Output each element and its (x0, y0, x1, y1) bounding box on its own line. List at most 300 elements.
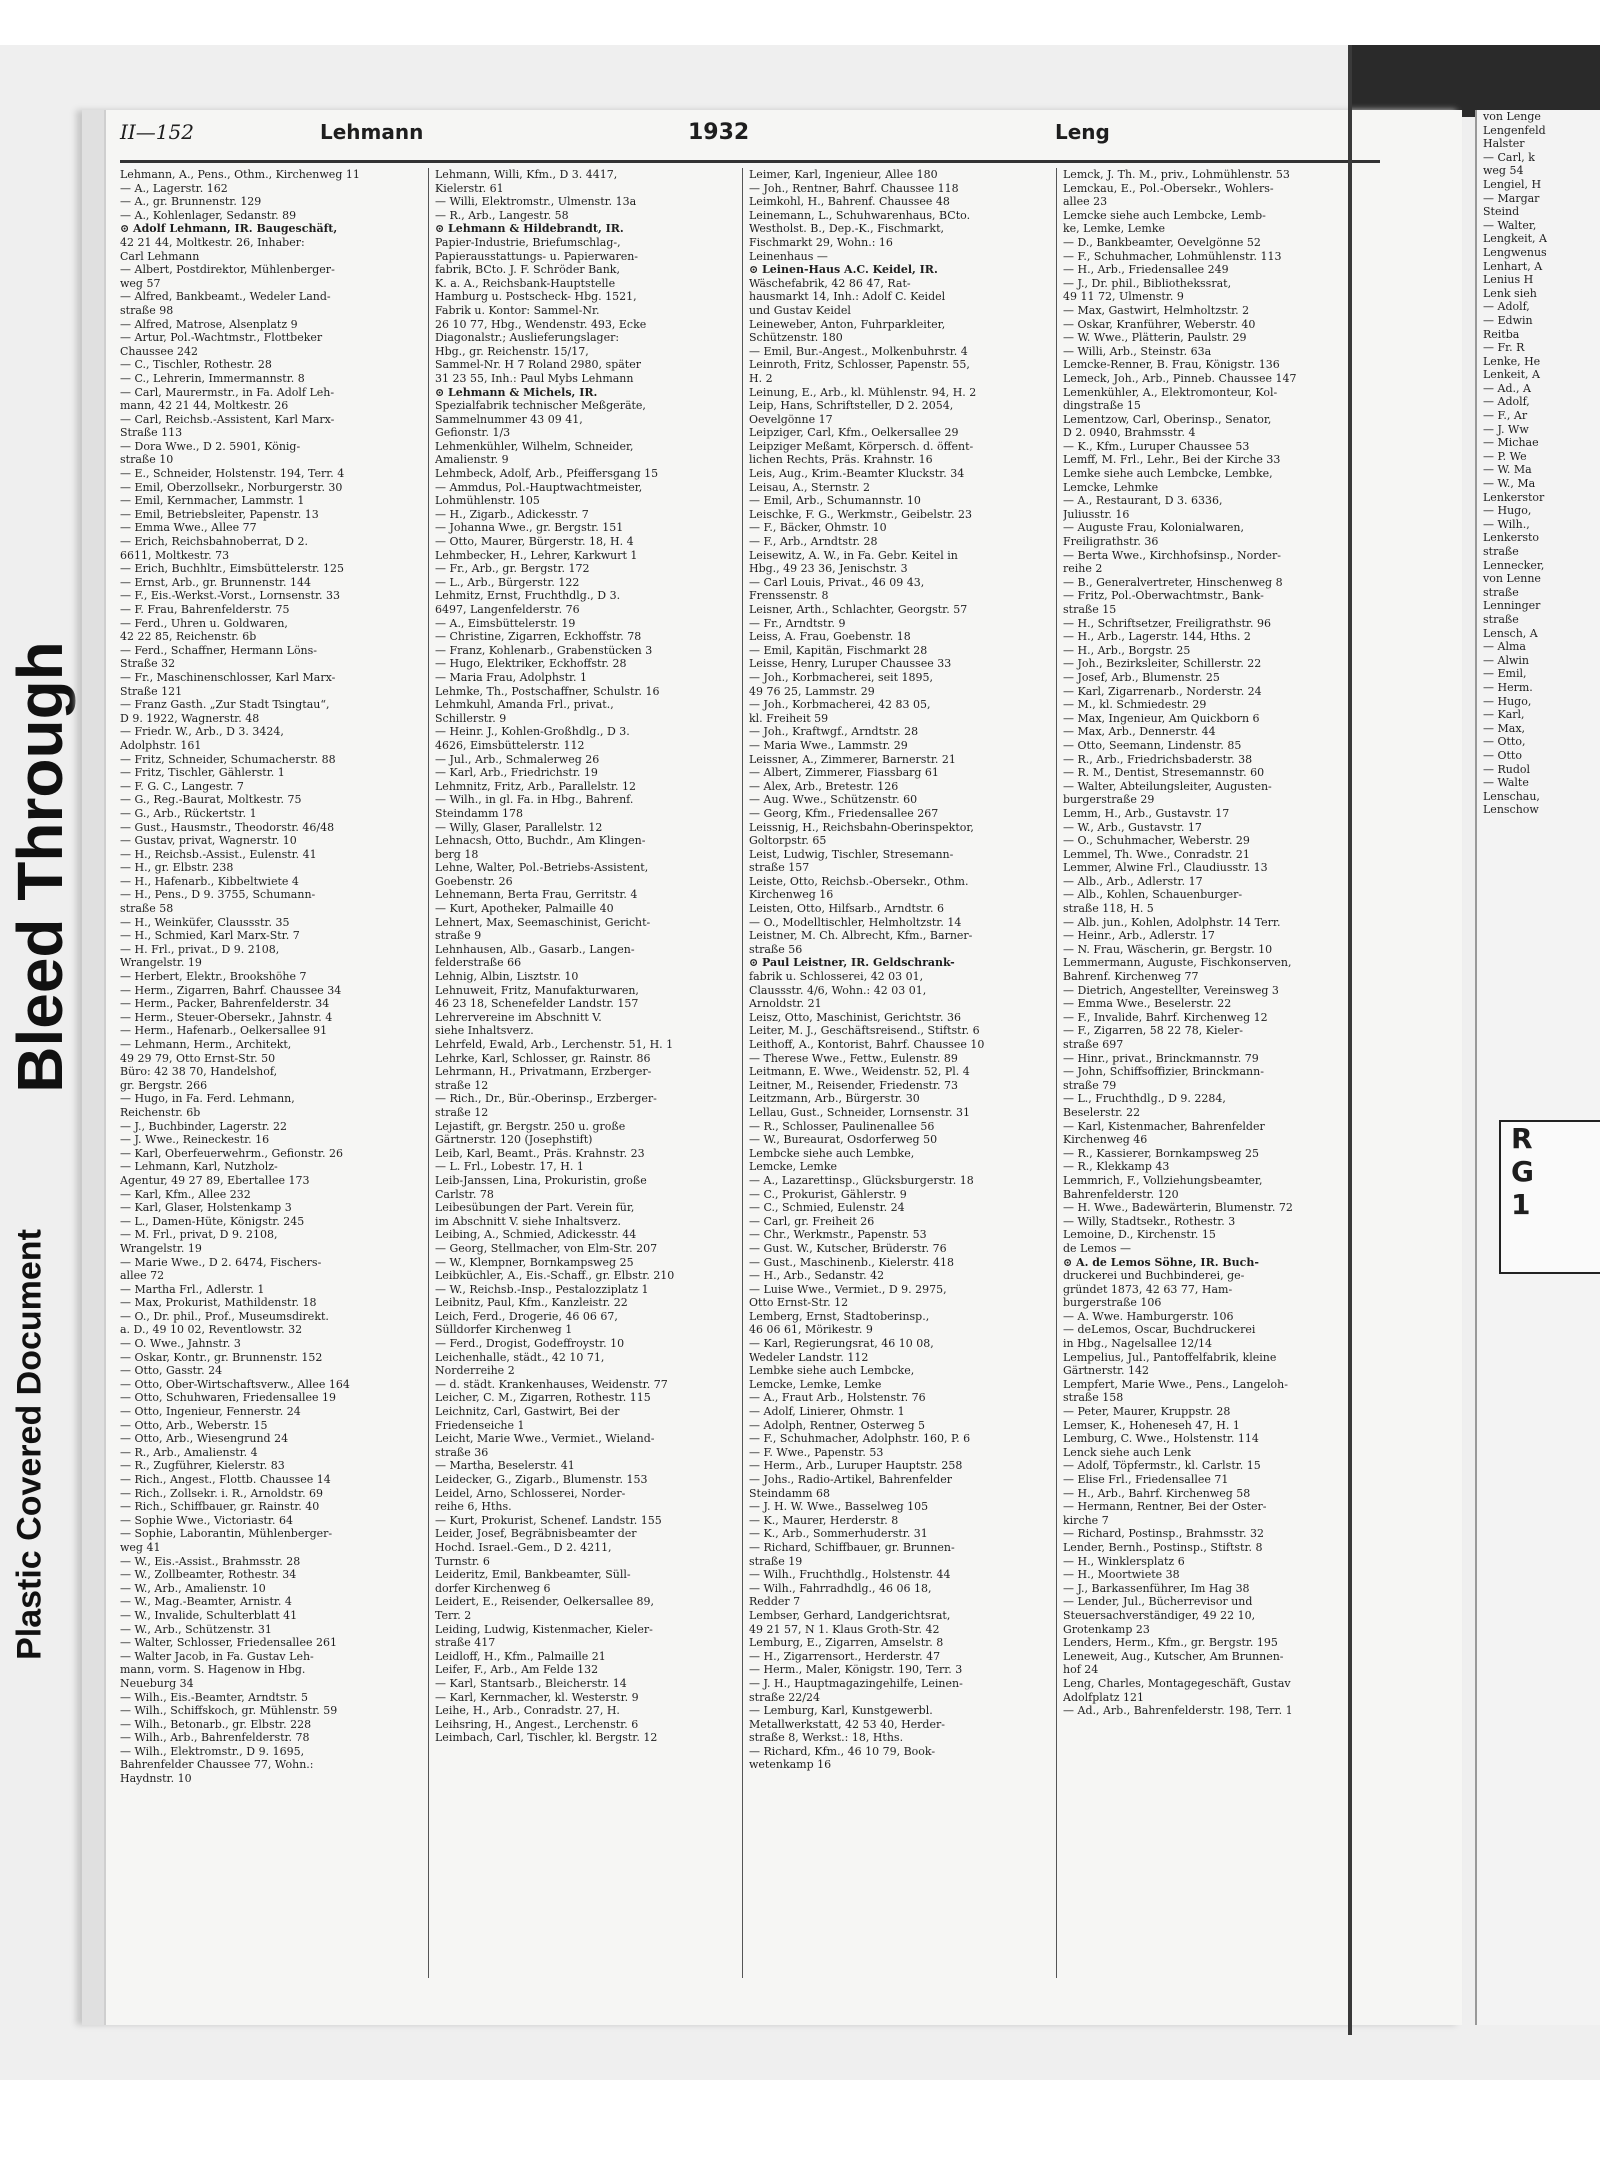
directory-entry-line: — Karl, Kistenmacher, Bahrenfelder (1063, 1119, 1265, 1133)
facing-page-line: — Alwin (1483, 653, 1529, 667)
directory-entry-line: — O. Wwe., Jahnstr. 3 (120, 1337, 241, 1351)
facing-page-line: Lenschau, (1483, 789, 1540, 803)
directory-entry-line: — G., Arb., Rückertstr. 1 (120, 806, 257, 820)
directory-entry-line: Norderreihe 2 (435, 1364, 515, 1378)
directory-entry-line: 6611, Moltkestr. 73 (120, 548, 230, 562)
directory-entry-line: gr. Bergstr. 266 (120, 1078, 208, 1092)
directory-entry-line: Lemmer, Alwine Frl., Claudiusstr. 13 (1063, 861, 1268, 875)
directory-entry-line: — Otto, Ingenieur, Fennerstr. 24 (120, 1405, 301, 1419)
directory-entry-line: de Lemos — (1063, 1241, 1132, 1255)
directory-entry-line: — Herm., Zigarren, Bahrf. Chaussee 34 (120, 983, 342, 997)
directory-entry-line: — Herm., Arb., Luruper Hauptstr. 258 (749, 1459, 963, 1473)
directory-entry-line: 42 22 85, Reichenstr. 6b (120, 630, 257, 644)
directory-entry-line: — d. städt. Krankenhauses, Weidenstr. 77 (435, 1377, 668, 1391)
facing-page-line: Reitba (1483, 327, 1520, 341)
directory-entry-line: — Therese Wwe., Fettw., Eulenstr. 89 (749, 1051, 958, 1065)
directory-entry-line: — Alb., Arb., Adlerstr. 17 (1063, 874, 1203, 888)
directory-entry-line: — Rich., Schiffbauer, gr. Rainstr. 40 (120, 1500, 320, 1514)
directory-entry-line: — F. Frau, Bahrenfelderstr. 75 (120, 603, 290, 616)
facing-page-line: Lenhart, A (1483, 259, 1543, 273)
directory-entry-line: Lemenkühler, A., Elektromonteur, Kol- (1063, 385, 1278, 399)
directory-entry-line: — Luise Wwe., Vermiet., D 9. 2975, (749, 1282, 947, 1296)
directory-entry-line: — Auguste Frau, Kolonialwaren, (1063, 521, 1244, 535)
directory-entry-line: kl. Freiheit 59 (749, 711, 829, 725)
directory-entry-line: — Franz Gasth. „Zur Stadt Tsingtau“, (120, 698, 330, 712)
directory-entry-line: Lemckau, E., Pol.-Obersekr., Wohlers- (1063, 181, 1274, 195)
directory-entry-line: — Lender, Jul., Bücherrevisor und (1063, 1595, 1253, 1609)
directory-entry-line: Lemck, J. Th. M., priv., Lohmühlenstr. 53 (1063, 168, 1290, 181)
directory-entry-line: — Oskar, Kranführer, Weberstr. 40 (1063, 317, 1256, 331)
directory-entry-line: — Oskar, Kontr., gr. Brunnenstr. 152 (120, 1350, 323, 1364)
directory-entry-line: Steindamm 178 (435, 806, 524, 820)
directory-entry-line: ⊙ Lehmann & Hildebrandt, IR. (435, 222, 624, 236)
directory-entry-line: — Otto, Ober-Wirtschaftsverw., Allee 164 (120, 1377, 350, 1391)
directory-entry-line: — Otto, Seemann, Lindenstr. 85 (1063, 738, 1242, 752)
directory-entry-line: — Martha, Beselerstr. 41 (435, 1459, 575, 1473)
directory-entry-line: Hbg., 49 23 36, Jenischstr. 3 (749, 562, 908, 576)
directory-entry-line: — M., kl. Schmiedestr. 29 (1063, 698, 1207, 712)
directory-entry-line: Wedeler Landstr. 112 (749, 1350, 869, 1364)
directory-entry-line: — Max, Gastwirt, Helmholtzstr. 2 (1063, 303, 1250, 317)
directory-entry-line: straße 8, Werkst.: 18, Hths. (749, 1731, 904, 1745)
directory-entry-line: — Wilh., in gl. Fa. in Hbg., Bahrenf. (435, 793, 634, 807)
directory-entry-line: — Karl, Regierungsrat, 46 10 08, (749, 1337, 934, 1351)
directory-entry-line: — F., Invalide, Bahrf. Kirchenweg 12 (1063, 1010, 1268, 1024)
directory-entry-line: — Walter, Abteilungsleiter, Augusten- (1063, 779, 1272, 793)
directory-entry-line: Leifer, F., Arb., Am Felde 132 (435, 1663, 599, 1677)
facing-page-line: Lenius H (1483, 273, 1534, 287)
facing-page-line: Lenkeit, A (1483, 368, 1540, 382)
directory-entry-line: — H. Wwe., Badewärterin, Blumenstr. 72 (1063, 1201, 1293, 1215)
directory-entry-line: — Artur, Pol.-Wachtmstr., Flottbeker (120, 331, 323, 345)
directory-entry-line: — A., Lazarettinsp., Glücksburgerstr. 18 (749, 1173, 974, 1187)
directory-entry-line: — K., Arb., Sommerhuderstr. 31 (749, 1527, 928, 1541)
directory-entry-line: allee 72 (120, 1269, 165, 1283)
directory-entry-line: — Maria Frau, Adolphstr. 1 (435, 670, 588, 684)
directory-entry-line: Lender, Bernh., Postinsp., Stiftstr. 8 (1063, 1540, 1263, 1554)
directory-entry-line: Straße 121 (120, 684, 183, 698)
header-year: 1932 (688, 120, 750, 145)
directory-entry-line: Lehmbeck, Adolf, Arb., Pfeiffersgang 15 (435, 467, 659, 481)
directory-entry-line: — Otto, Arb., Weberstr. 15 (120, 1418, 268, 1432)
directory-entry-line: — Herm., Maler, Königstr. 190, Terr. 3 (749, 1663, 963, 1677)
directory-entry-line: Straße 32 (120, 657, 176, 671)
directory-entry-line: hausmarkt 14, Inh.: Adolf C. Keidel (749, 290, 946, 304)
directory-entry-line: Lemmel, Th. Wwe., Conradstr. 21 (1063, 847, 1250, 861)
directory-entry-line: Lempfert, Marie Wwe., Pens., Langeloh- (1063, 1377, 1288, 1391)
directory-entry-line: — W., Mag.-Beamter, Arnistr. 4 (120, 1595, 292, 1609)
directory-entry-line: — J., Buchbinder, Lagerstr. 22 (120, 1119, 287, 1133)
directory-entry-line: — H., Moortwiete 38 (1063, 1568, 1180, 1582)
directory-entry-line: — R., Arb., Amalienstr. 4 (120, 1445, 258, 1459)
directory-entry-line: Freiligrathstr. 36 (1063, 535, 1159, 549)
directory-entry-line: — R., Schlosser, Paulinenallee 56 (749, 1119, 935, 1133)
directory-entry-line: Leihe, H., Arb., Conradstr. 27, H. (435, 1704, 620, 1718)
directory-entry-line: reihe 2 (1063, 562, 1103, 576)
directory-entry-line: — Willy, Stadtsekr., Rothestr. 3 (1063, 1214, 1236, 1228)
directory-entry-line: — Alex, Arb., Bretestr. 126 (749, 779, 899, 793)
directory-entry-line: Büro: 42 38 70, Handelshof, (120, 1065, 278, 1079)
facing-page-line: — P. We (1483, 449, 1527, 463)
directory-entry-line: straße 157 (749, 861, 810, 875)
directory-entry-line: wetenkamp 16 (749, 1758, 832, 1772)
facing-page-line: — Wilh., (1483, 517, 1530, 531)
directory-entry-line: straße 12 (435, 1078, 489, 1092)
directory-entry-line: kirche 7 (1063, 1513, 1109, 1527)
page-header (120, 120, 1380, 156)
directory-entry-line: Lehnhausen, Alb., Gasarb., Langen- (435, 942, 635, 956)
directory-entry-line: — L. Frl., Lobestr. 17, H. 1 (435, 1160, 584, 1174)
directory-entry-line: — Sophie Wwe., Victoriastr. 64 (120, 1513, 293, 1527)
directory-entry-line: Arnoldstr. 21 (749, 997, 822, 1011)
directory-entry-line: Sülldorfer Kirchenweg 1 (435, 1323, 573, 1337)
directory-entry-line: Leisewitz, A. W., in Fa. Gebr. Keitel in (749, 548, 958, 562)
directory-entry-line: straße 158 (1063, 1391, 1124, 1405)
directory-entry-line: — Joh., Bezirksleiter, Schillerstr. 22 (1063, 657, 1262, 671)
directory-entry-line: — Herm., Hafenarb., Oelkersallee 91 (120, 1024, 328, 1038)
directory-entry-line: — Erich, Reichsbahnoberrat, D 2. (120, 535, 308, 549)
directory-entry-line: — Albert, Postdirektor, Mühlenberger- (120, 263, 335, 277)
directory-entry-line: Fischmarkt 29, Wohn.: 16 (749, 235, 893, 249)
directory-entry-line: Diagonalstr.; Auslieferungslager: (435, 331, 620, 345)
directory-entry-line: Gärtnerstr. 120 (Josephstift) (435, 1133, 593, 1147)
directory-entry-line: straße 697 (1063, 1038, 1124, 1051)
directory-entry-line: — Otto, Arb., Wiesengrund 24 (120, 1432, 289, 1446)
directory-entry-line: — deLemos, Oscar, Buchdruckerei (1063, 1323, 1256, 1337)
directory-entry-line: burgerstraße 106 (1063, 1296, 1162, 1310)
directory-entry-line: Lemcke-Renner, B. Frau, Königstr. 136 (1063, 358, 1280, 372)
directory-entry-line: — J., Dr. phil., Bibliothekssrat, (1063, 276, 1232, 290)
directory-entry-line: — Berta Wwe., Kirchhofsinsp., Norder- (1063, 548, 1282, 562)
directory-entry-line: 31 23 55, Inh.: Paul Mybs Lehmann (435, 371, 634, 385)
directory-entry-line: — Emil, Bur.-Angest., Molkenbuhrstr. 4 (749, 344, 968, 358)
directory-entry-line: — Gust. W., Kutscher, Brüderstr. 76 (749, 1241, 947, 1255)
directory-entry-line: Lehrervereine im Abschnitt V. (435, 1010, 602, 1024)
directory-entry-line: Bahrenf. Kirchenweg 77 (1063, 970, 1199, 984)
directory-entry-line: Leidel, Arno, Schlosserei, Norder- (435, 1486, 626, 1500)
directory-entry-line: 49 29 79, Otto Ernst-Str. 50 (120, 1051, 276, 1065)
directory-entry-line: — A., gr. Brunnenstr. 129 (120, 195, 262, 209)
directory-entry-line: Hochd. Israel.-Gem., D 2. 4211, (435, 1540, 612, 1554)
directory-entry-line: — Marie Wwe., D 2. 6474, Fischers- (120, 1255, 322, 1269)
directory-entry-line: — F., Zigarren, 58 22 78, Kieler- (1063, 1024, 1243, 1038)
directory-entry-line: — Carl Louis, Privat., 46 09 43, (749, 575, 925, 589)
directory-entry-line: — Aug. Wwe., Schützenstr. 60 (749, 793, 918, 807)
directory-entry-line: — H., Zigarb., Adickesstr. 7 (435, 507, 589, 521)
directory-entry-line: Steindamm 68 (749, 1486, 831, 1500)
directory-entry-line: — Friedr. W., Arb., D 3. 3424, (120, 725, 284, 739)
facing-page-line: — Edwin (1483, 313, 1533, 327)
directory-entry-line: Lehnuweit, Fritz, Manufakturwaren, (435, 983, 639, 997)
directory-entry-line: — H., Pens., D 9. 3755, Schumann- (120, 888, 316, 902)
page-number: II—152 (120, 120, 194, 144)
directory-entry-line: Leideritz, Emil, Bankbeamter, Süll- (435, 1568, 631, 1582)
directory-entry-line: 49 76 25, Lammstr. 29 (749, 684, 875, 698)
directory-entry-line: Lehnert, Max, Seemaschinist, Gericht- (435, 915, 651, 929)
directory-entry-line: straße 22/24 (749, 1690, 820, 1704)
directory-entry-line: — H., Arb., Lagerstr. 144, Hths. 2 (1063, 630, 1251, 644)
directory-entry-line: Juliusstr. 16 (1063, 507, 1130, 521)
directory-entry-line: straße 417 (435, 1636, 496, 1650)
directory-entry-line: — F. Wwe., Papenstr. 53 (749, 1445, 884, 1459)
directory-entry-line: — Hinr., privat., Brinckmannstr. 79 (1063, 1051, 1259, 1065)
directory-entry-line: 4626, Eimsbüttelerstr. 112 (435, 738, 585, 752)
directory-entry-line: — Lehmann, Herm., Architekt, (120, 1038, 292, 1051)
directory-entry-line: — A., Fraut Arb., Holstenstr. 76 (749, 1391, 926, 1405)
directory-entry-line: — F., Arb., Arndtstr. 28 (749, 535, 878, 549)
directory-entry-line: — Richard, Postinsp., Brahmsstr. 32 (1063, 1527, 1264, 1541)
directory-entry-line: Leisz, Otto, Maschinist, Gerichtstr. 36 (749, 1010, 961, 1024)
directory-entry-line: — Alfred, Matrose, Alsenplatz 9 (120, 317, 298, 331)
directory-entry-line: Lemmrich, F., Vollziehungsbeamter, (1063, 1173, 1263, 1187)
facing-page-line: Lengkeit, A (1483, 232, 1547, 246)
directory-entry-line: — W., Klempner, Bornkampsweg 25 (435, 1255, 634, 1269)
column-1 (120, 168, 420, 1978)
facing-page-line: — Otto (1483, 748, 1522, 762)
directory-entry-line: — Georg, Kfm., Friedensallee 267 (749, 806, 939, 820)
directory-entry-line: — Willi, Arb., Steinstr. 63a (1063, 344, 1212, 358)
directory-entry-line: Wäschefabrik, 42 86 47, Rat- (749, 276, 911, 290)
facing-page-line: straße (1483, 585, 1519, 599)
directory-entry-line: — Emil, Oberzollsekr., Norburgerstr. 30 (120, 480, 343, 494)
facing-page-line: — Alma (1483, 640, 1526, 654)
directory-entry-line: Leinung, E., Arb., kl. Mühlenstr. 94, H. 2 (749, 385, 977, 399)
directory-entry-line: Leib, Karl, Beamt., Präs. Krahnstr. 23 (435, 1146, 645, 1160)
directory-entry-line: — Fritz, Schneider, Schumacherstr. 88 (120, 752, 336, 766)
directory-entry-line: Leibesübungen der Part. Verein für, (435, 1201, 635, 1215)
directory-entry-line: — W., Arb., Schützenstr. 31 (120, 1622, 272, 1636)
directory-entry-line: Leitzmann, Arb., Bürgerstr. 30 (749, 1092, 920, 1106)
directory-entry-line: Wrangelstr. 19 (120, 956, 202, 970)
directory-entry-line: Goebenstr. 26 (435, 874, 513, 888)
directory-entry-line: — Otto, Schuhwaren, Friedensallee 19 (120, 1391, 337, 1405)
directory-entry-line: — Wilh., Arb., Bahrenfelderstr. 78 (120, 1731, 310, 1745)
directory-entry-line: — Fritz, Tischler, Gählerstr. 1 (120, 766, 285, 780)
directory-entry-line: — H., Reichsb.-Assist., Eulenstr. 41 (120, 847, 317, 861)
scanner-corner-block (1350, 45, 1600, 117)
directory-entry-line: 26 10 77, Hbg., Wendenstr. 493, Ecke (435, 317, 647, 331)
directory-entry-line: — R., Arb., Langestr. 58 (435, 208, 569, 222)
directory-entry-line: — R., Arb., Friedrichsbaderstr. 38 (1063, 752, 1253, 766)
facing-page-line: Lengenfeld (1483, 123, 1546, 137)
directory-entry-line: — Max, Arb., Dennerstr. 44 (1063, 725, 1216, 739)
directory-entry-line: — H., Arb., Friedensallee 249 (1063, 263, 1229, 277)
directory-entry-line: — Alb. jun., Kohlen, Adolphstr. 14 Terr. (1063, 915, 1281, 929)
directory-entry-line: Friedenseiche 1 (435, 1418, 525, 1432)
directory-entry-line: Leist, Ludwig, Tischler, Stresemann- (749, 847, 954, 861)
facing-page-line: — W. Ma (1483, 463, 1532, 477)
directory-entry-line: siehe Inhaltsverz. (435, 1024, 534, 1038)
directory-entry-line: — Lemburg, Karl, Kunstgewerbl. (749, 1704, 933, 1718)
directory-entry-line: Amalienstr. 9 (435, 453, 509, 467)
directory-entry-line: Lehmann, A., Pens., Othm., Kirchenweg 11 (120, 168, 360, 181)
header-first-name: Lehmann (320, 120, 424, 144)
facing-page-line: — W., Ma (1483, 477, 1536, 491)
directory-entry-line: Otto Ernst-Str. 12 (749, 1296, 849, 1310)
directory-entry-line: — Josef, Arb., Blumenstr. 25 (1063, 670, 1220, 684)
directory-entry-line: 6497, Langenfelderstr. 76 (435, 603, 580, 616)
directory-entry-line: — Heinr. J., Kohlen-Großhdlg., D 3. (435, 725, 630, 739)
directory-entry-line: — Chr., Werkmstr., Papenstr. 53 (749, 1228, 927, 1242)
directory-entry-line: ⊙ Adolf Lehmann, IR. Baugeschäft, (120, 222, 338, 236)
directory-entry-line: — R. M., Dentist, Stresemannstr. 60 (1063, 766, 1265, 780)
directory-entry-line: Leidloff, H., Kfm., Palmaille 21 (435, 1649, 606, 1663)
directory-entry-line: — Emma Wwe., Beselerstr. 22 (1063, 997, 1232, 1011)
directory-entry-line: — A. Wwe. Hamburgerstr. 106 (1063, 1309, 1234, 1323)
directory-entry-line: Steuersachverständiger, 49 22 10, (1063, 1608, 1256, 1622)
directory-entry-line: K. a. A., Reichsbank-Hauptstelle (435, 276, 616, 290)
directory-entry-line: Hamburg u. Postscheck- Hbg. 1521, (435, 290, 637, 304)
directory-entry-line: Frenssenstr. 8 (749, 589, 829, 603)
directory-entry-line: — F., Eis.-Werkst.-Vorst., Lornsenstr. 33 (120, 589, 341, 603)
directory-entry-line: — J. H. W. Wwe., Basselweg 105 (749, 1500, 929, 1514)
directory-entry-line: ⊙ Lehmann & Michels, IR. (435, 385, 598, 399)
directory-entry-line: Leibing, A., Schmied, Adickesstr. 44 (435, 1228, 637, 1242)
directory-entry-line: — Emil, Arb., Schumannstr. 10 (749, 494, 921, 508)
directory-entry-line: Oevelgönne 17 (749, 412, 833, 426)
directory-entry-line: Lemcke siehe auch Lembcke, Lemb- (1063, 208, 1266, 222)
directory-entry-line: — O., Dr. phil., Prof., Museumsdirekt. (120, 1309, 329, 1323)
directory-entry-line: — C., Lehrerin, Immermannstr. 8 (120, 371, 305, 385)
directory-entry-line: — L., Arb., Bürgerstr. 122 (435, 575, 580, 589)
directory-entry-line: Adolfplatz 121 (1063, 1690, 1145, 1704)
directory-entry-line: — Carl, Reichsb.-Assistent, Karl Marx- (120, 412, 335, 426)
directory-entry-line: Lehmbecker, H., Lehrer, Karkwurt 1 (435, 548, 638, 562)
directory-entry-line: druckerei und Buchbinderei, ge- (1063, 1269, 1245, 1283)
directory-entry-line: — Erich, Buchhltr., Eimsbüttelerstr. 125 (120, 562, 345, 576)
directory-entry-line: — Christine, Zigarren, Eckhoffstr. 78 (435, 630, 642, 644)
directory-entry-line: a. D., 49 10 02, Reventlowstr. 32 (120, 1323, 303, 1337)
directory-entry-line: — Ad., Arb., Bahrenfelderstr. 198, Terr. 1 (1063, 1704, 1293, 1718)
directory-entry-line: — W., Arb., Amalienstr. 10 (120, 1581, 266, 1595)
directory-entry-line: Lehrmann, H., Privatmann, Erzberger- (435, 1065, 652, 1079)
facing-page-line: — Herm. (1483, 680, 1533, 694)
directory-entry-line: — Peter, Maurer, Kruppstr. 28 (1063, 1405, 1231, 1419)
directory-entry-line: — Carl, gr. Freiheit 26 (749, 1214, 875, 1228)
directory-entry-line: Leipziger Meßamt, Körpersch. d. öffent- (749, 439, 974, 453)
column-4 (1056, 168, 1363, 1978)
facing-page (1475, 110, 1600, 2025)
directory-entry-line: straße 56 (749, 942, 803, 956)
header-last-name: Leng (1055, 120, 1110, 144)
directory-entry-line: — H., Schriftsetzer, Freiligrathstr. 96 (1063, 616, 1271, 630)
directory-entry-line: Haydnstr. 10 (120, 1772, 192, 1786)
directory-entry-line: — Rich., Zollsekr. i. R., Arnoldstr. 69 (120, 1486, 324, 1500)
directory-entry-line: — F., Schuhmacher, Lohmühlenstr. 113 (1063, 249, 1282, 263)
facing-page-line: von Lenne (1483, 572, 1541, 586)
directory-entry-line: berg 18 (435, 847, 479, 861)
directory-entry-line: Metallwerkstatt, 42 53 40, Herder- (749, 1717, 945, 1731)
directory-entry-line: Lemm, H., Arb., Gustavstr. 17 (1063, 806, 1230, 820)
directory-entry-line: Lemmermann, Auguste, Fischkonserven, (1063, 956, 1292, 970)
facing-page-line: — Adolf, (1483, 395, 1530, 409)
directory-entry-line: — Gust., Maschinenb., Kielerstr. 418 (749, 1255, 954, 1269)
directory-entry-line: — W., Zollbeamter, Rothestr. 34 (120, 1568, 297, 1582)
directory-entry-line: Leitmann, E. Wwe., Weidenstr. 52, Pl. 4 (749, 1065, 970, 1079)
column-3 (742, 168, 1049, 1978)
bleed-through-label: Bleed Through (4, 641, 76, 1093)
directory-entry-line: Lehmke, Th., Postschaffner, Schulstr. 16 (435, 684, 660, 698)
directory-entry-line: — Adolph, Rentner, Osterweg 5 (749, 1418, 925, 1432)
directory-entry-line: — H., gr. Elbstr. 238 (120, 861, 234, 875)
directory-entry-line: — F., Schuhmacher, Adolphstr. 160, P. 6 (749, 1432, 971, 1446)
directory-entry-line: — Adolf, Töpfermstr., kl. Carlstr. 15 (1063, 1459, 1261, 1473)
directory-entry-line: Carlstr. 78 (435, 1187, 494, 1201)
directory-entry-line: — Richard, Kfm., 46 10 79, Book- (749, 1744, 936, 1758)
directory-entry-line: Leithoff, A., Kontorist, Bahrf. Chaussee 10 (749, 1038, 985, 1051)
directory-entry-line: straße 15 (1063, 603, 1117, 616)
directory-entry-line: — Albert, Zimmerer, Fiassbarg 61 (749, 766, 939, 780)
directory-entry-line: D 9. 1922, Wagnerstr. 48 (120, 711, 260, 725)
directory-entry-line: — C., Prokurist, Gählerstr. 9 (749, 1187, 907, 1201)
directory-entry-line: — Alb., Kohlen, Schauenburger- (1063, 888, 1243, 902)
directory-entry-line: — Gustav, privat, Wagnerstr. 10 (120, 834, 297, 848)
directory-entry-line: — H., Arb., Sedanstr. 42 (749, 1269, 885, 1283)
directory-entry-line: Lemke siehe auch Lembcke, Lembke, (1063, 467, 1273, 481)
directory-entry-line: Redder 7 (749, 1595, 801, 1609)
directory-entry-line: Leider, Josef, Begräbnisbeamter der (435, 1527, 637, 1541)
facing-page-line: straße (1483, 545, 1519, 558)
facing-page-line: Lengiel, H (1483, 177, 1542, 191)
directory-entry-line: — Hermann, Rentner, Bei der Oster- (1063, 1500, 1267, 1514)
directory-entry-line: Leibnitz, Paul, Kfm., Kanzleistr. 22 (435, 1296, 628, 1310)
directory-entry-line: — J., Barkassenführer, Im Hag 38 (1063, 1581, 1250, 1595)
directory-entry-line: 49 11 72, Ulmenstr. 9 (1063, 290, 1184, 304)
facing-page-line: — Hugo, (1483, 504, 1532, 518)
directory-entry-line: — W., Bureaurat, Osdorferweg 50 (749, 1133, 938, 1147)
directory-entry-line: Lemburg, E., Zigarren, Amselstr. 8 (749, 1636, 944, 1650)
directory-entry-line: — W., Eis.-Assist., Brahmsstr. 28 (120, 1554, 301, 1568)
directory-entry-line: Grotenkamp 23 (1063, 1622, 1150, 1636)
directory-entry-line: ⊙ A. de Lemos Söhne, IR. Buch- (1063, 1255, 1259, 1269)
directory-entry-line: Lenck siehe auch Lenk (1063, 1445, 1191, 1459)
directory-entry-line: — Fr., Maschinenschlosser, Karl Marx- (120, 670, 336, 684)
directory-entry-line: dorfer Kirchenweg 6 (435, 1581, 551, 1595)
advert-box-text: R (1511, 1122, 1533, 1155)
directory-entry-line: — Karl, Zigarrenarb., Norderstr. 24 (1063, 684, 1262, 698)
directory-entry-line: — Hugo, Elektriker, Eckhoffstr. 28 (435, 657, 627, 671)
directory-entry-line: — Joh., Rentner, Bahrf. Chaussee 118 (749, 181, 959, 195)
directory-entry-line: — Jul., Arb., Schmalerweg 26 (435, 752, 600, 766)
directory-entry-line: — H., Arb., Bahrf. Kirchenweg 58 (1063, 1486, 1251, 1500)
directory-entry-line: Leiste, Otto, Reichsb.-Obersekr., Othm. (749, 874, 969, 888)
directory-entry-line: Papier-Industrie, Briefumschlag-, (435, 235, 621, 249)
directory-entry-line: Lemcke, Lemke, Lemke (749, 1377, 882, 1391)
plastic-covered-label: Plastic Covered Document (10, 1229, 49, 1660)
directory-entry-line: — Wilh., Eis.-Beamter, Arndtstr. 5 (120, 1690, 309, 1704)
directory-entry-line: straße 98 (120, 303, 174, 317)
directory-entry-line: Lehmitz, Ernst, Fruchthdlg., D 3. (435, 589, 621, 603)
directory-entry-line: Leich, Ferd., Drogerie, 46 06 67, (435, 1309, 618, 1323)
directory-entry-line: — Willy, Glaser, Parallelstr. 12 (435, 820, 603, 834)
directory-entry-line: — H., Hafenarb., Kibbeltwiete 4 (120, 874, 299, 888)
advert-box-text: G (1511, 1155, 1534, 1188)
directory-entry-line: — H., Winklersplatz 6 (1063, 1554, 1185, 1568)
page-binding-edge (82, 110, 106, 2025)
directory-entry-line: fabrik u. Schlosserei, 42 03 01, (749, 970, 924, 984)
directory-entry-line: Westholst. B., Dep.-K., Fischmarkt, (749, 222, 945, 236)
directory-entry-line: Lehmkuhl, Amanda Frl., privat., (435, 698, 614, 712)
directory-entry-line: hof 24 (1063, 1663, 1099, 1677)
directory-entry-line: Bahrenfelderstr. 120 (1063, 1187, 1179, 1201)
directory-entry-line: Leinroth, Fritz, Schlosser, Papenstr. 55, (749, 358, 970, 372)
directory-entry-line: Leisse, Henry, Luruper Chaussee 33 (749, 657, 952, 671)
directory-entry-line: Kielerstr. 61 (435, 181, 504, 195)
directory-entry-line: — John, Schiffsoffizier, Brinckmann- (1063, 1065, 1264, 1079)
directory-entry-line: Beselerstr. 22 (1063, 1105, 1141, 1119)
directory-entry-line: — Heinr., Arb., Adlerstr. 17 (1063, 929, 1215, 943)
directory-entry-line: lichen Rechts, Präs. Krahnstr. 16 (749, 453, 933, 467)
